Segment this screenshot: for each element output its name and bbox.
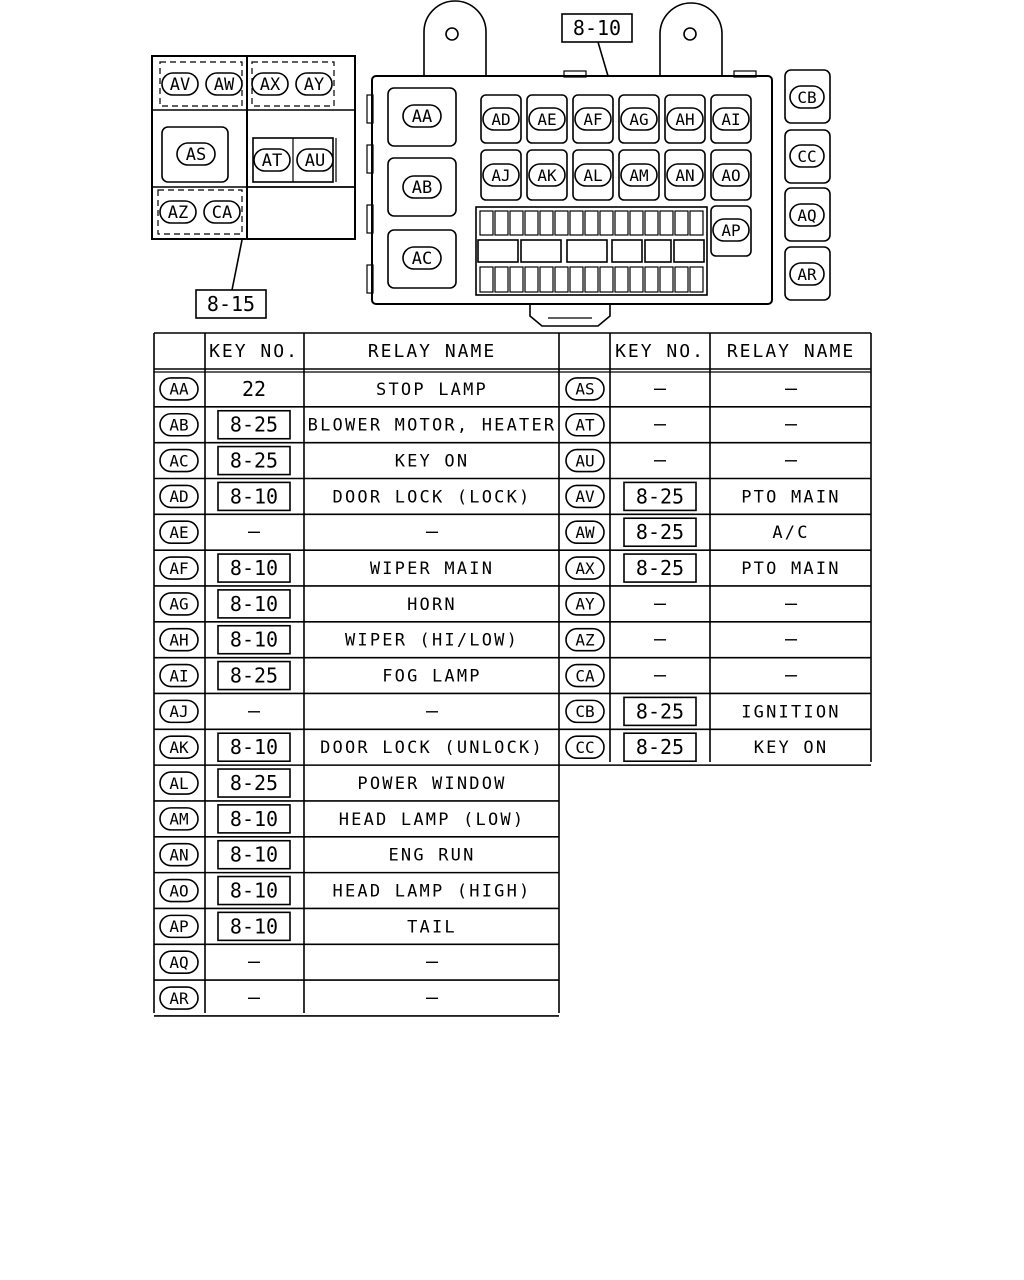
left-row-name-aq: — [425,949,439,974]
right-table-row-av [566,482,841,510]
relay-ax-label: AX [259,75,281,96]
relay-ak [529,164,565,186]
right-row-id-ca [566,665,604,687]
left-row-key-aa: 22 [241,376,267,401]
right-row-key-dash-as: — [653,375,667,400]
callout-8-10 [562,14,632,76]
relay-ag-label: AG [629,109,649,129]
right-row-name-as: — [784,375,798,400]
relay-ca-label: CA [211,203,233,224]
right-row-key-cb: 8-25 [635,699,685,724]
relay-ai [713,108,749,130]
left-row-id-aa [160,378,198,400]
left-row-key-am: 8-10 [229,806,279,831]
right-row-name-az: — [784,626,798,651]
right-row-id-cc-label: CC [575,737,595,757]
left-row-key-ah: 8-10 [229,627,279,652]
left-row-id-ad-label: AD [169,487,189,507]
left-row-name-al: POWER WINDOW [357,774,507,795]
left-table-row-ah [160,626,519,654]
left-row-id-ao-label: AO [169,881,189,901]
right-row-key-aw: 8-25 [635,520,685,545]
relay-cb-label: CB [797,87,817,107]
left-row-id-aj [160,700,198,722]
right-row-id-au [566,450,604,472]
right-table-row-cb [566,697,841,725]
relay-ay-label: AY [303,75,325,96]
right-row-key-dash-ca: — [653,662,667,687]
right-row-name-av: PTO MAIN [741,487,841,508]
left-row-id-ac-label: AC [169,451,189,471]
relay-cc [790,145,824,167]
relay-au-label: AU [304,151,326,172]
left-row-name-aj: — [425,698,439,723]
relay-az [160,201,196,223]
relay-az-label: AZ [167,203,189,224]
relay-an-label: AN [675,165,695,185]
relay-ae-label: AE [537,109,557,129]
relay-ah-label: AH [675,109,695,129]
relay-am [621,164,657,186]
left-table-row-ae [160,519,439,543]
relay-ar [790,263,824,285]
right-table-row-az [566,627,798,651]
right-row-name-ca: — [784,662,798,687]
left-row-name-ac: KEY ON [394,451,470,472]
left-row-id-al [160,772,198,794]
left-row-id-ai [160,665,198,687]
relay-ac [403,247,441,269]
left-row-key-an: 8-10 [229,842,279,867]
left-table-row-ao [160,877,531,905]
left-table-row-af [160,554,494,582]
relay-ca [204,201,240,223]
left-row-id-ao [160,880,198,902]
left-row-name-an: ENG RUN [388,845,476,866]
left-row-key-dash-aq: — [247,949,261,974]
left-row-key-ak: 8-10 [229,735,279,760]
left-table-row-aa [160,377,488,401]
left-row-id-ah [160,629,198,651]
left-row-id-aq-label: AQ [169,952,189,972]
relay-table [154,333,871,1016]
relay-av [162,73,198,95]
left-row-id-an-label: AN [169,845,189,865]
left-row-key-ad: 8-10 [229,484,279,509]
right-row-id-au-label: AU [575,451,595,471]
main-relay-block [367,1,772,326]
right-table-row-as [566,376,798,400]
left-row-id-ab [160,414,198,436]
left-row-id-ae-label: AE [169,522,189,542]
relay-ao-label: AO [721,165,741,185]
right-row-name-at: — [784,411,798,436]
left-row-key-ao: 8-10 [229,878,279,903]
relay-av-label: AV [169,75,191,96]
left-row-id-al-label: AL [169,773,189,793]
external-relays [785,70,830,300]
right-row-key-dash-az: — [653,626,667,651]
left-row-id-af [160,557,198,579]
relay-ab [403,176,441,198]
left-row-name-ag: HORN [407,594,457,615]
left-row-id-ab-label: AB [169,415,189,435]
left-row-id-ar-label: AR [169,988,189,1008]
left-row-id-af-label: AF [169,558,189,578]
right-row-id-as-label: AS [575,379,595,399]
left-row-id-an [160,844,198,866]
left-row-id-ac [160,450,198,472]
left-row-key-ai: 8-25 [229,663,279,688]
left-header-relay-name: RELAY NAME [367,341,497,362]
left-row-id-ar [160,987,198,1009]
left-row-name-aa: STOP LAMP [376,379,488,400]
relay-aw-label: AW [213,75,235,96]
relay-ag [621,108,657,130]
right-table-row-cc [566,733,828,761]
right-row-name-cb: IGNITION [741,702,841,723]
left-row-key-al: 8-25 [229,771,279,796]
relay-aq [790,204,824,226]
right-row-id-aw-label: AW [575,522,595,542]
relay-cc-label: CC [797,146,817,166]
right-header-relay-name: RELAY NAME [726,341,856,362]
relay-am-label: AM [629,165,649,185]
right-row-name-cc: KEY ON [753,738,829,759]
callout-8-15-label: 8-15 [206,292,256,316]
left-row-id-ak-label: AK [169,737,189,757]
relay-au [297,149,333,171]
right-row-id-av [566,485,604,507]
right-row-id-cb [566,700,604,722]
relay-ai-label: AI [721,109,741,129]
right-row-key-dash-at: — [653,411,667,436]
relay-aw [206,73,242,95]
relay-ac-label: AC [411,249,433,270]
left-table-row-ab [160,411,556,439]
relay-as [177,143,215,165]
relay-ae [529,108,565,130]
relay-aq-label: AQ [797,205,817,225]
left-row-key-af: 8-10 [229,556,279,581]
right-row-id-cc [566,736,604,758]
right-table-row-ay [566,591,798,615]
left-row-id-am [160,808,198,830]
right-row-id-ax-label: AX [575,558,595,578]
left-row-name-ae: — [425,519,439,544]
left-table-row-an [160,841,476,869]
left-row-id-ap [160,915,198,937]
right-table-row-at [566,412,798,436]
right-row-id-av-label: AV [575,487,595,507]
relay-af-label: AF [583,109,603,129]
left-table-row-am [160,805,525,833]
relay-al-label: AL [583,165,603,185]
relay-at [254,149,290,171]
relay-af [575,108,611,130]
right-row-id-at-label: AT [575,415,595,435]
relay-ax [252,73,288,95]
left-row-name-ab: BLOWER MOTOR, HEATER [307,415,557,436]
right-row-id-aw [566,521,604,543]
sub-relay-block [152,56,355,239]
relay-ak-label: AK [537,165,557,185]
left-row-id-ag-label: AG [169,594,189,614]
right-row-id-ca-label: CA [575,666,595,686]
relay-cb [790,86,824,108]
left-row-name-ah: WIPER (HI/LOW) [344,630,520,651]
right-row-key-av: 8-25 [635,484,685,509]
left-row-key-ac: 8-25 [229,448,279,473]
left-row-key-ab: 8-25 [229,412,279,437]
left-row-name-ak: DOOR LOCK (UNLOCK) [320,738,544,759]
right-row-id-az-label: AZ [575,630,595,650]
left-row-id-ak [160,736,198,758]
left-row-name-am: HEAD LAMP (LOW) [338,809,526,830]
right-table-row-ax [566,554,841,582]
relay-ar-label: AR [797,264,817,284]
right-row-id-ay-label: AY [575,594,595,614]
right-table-row-au [566,448,798,472]
relay-ap-label: AP [721,220,741,240]
left-row-key-ap: 8-10 [229,914,279,939]
right-row-id-at [566,414,604,436]
relay-ay [296,73,332,95]
right-row-key-dash-ay: — [653,590,667,615]
relay-ap [713,219,749,241]
left-table-row-ar [160,985,439,1009]
left-row-key-dash-aj: — [247,698,261,723]
left-table-row-ad [160,482,531,510]
left-row-id-ad [160,485,198,507]
relay-at-label: AT [261,151,283,172]
relay-ad-label: AD [491,109,511,129]
right-table-row-ca [566,663,798,687]
right-row-name-au: — [784,447,798,472]
left-row-id-aq [160,951,198,973]
relay-aj-label: AJ [491,165,511,185]
left-table-row-al [160,769,507,797]
left-row-key-dash-ar: — [247,985,261,1010]
right-row-id-as [566,378,604,400]
right-row-key-dash-au: — [653,447,667,472]
left-table-row-aq [160,949,439,973]
relay-ah [667,108,703,130]
relay-an [667,164,703,186]
left-row-name-ad: DOOR LOCK (LOCK) [332,487,532,508]
right-row-id-cb-label: CB [575,702,595,722]
left-row-name-ao: HEAD LAMP (HIGH) [332,881,532,902]
left-row-id-aa-label: AA [169,379,189,399]
left-table-row-ac [160,447,469,475]
relay-aj [483,164,519,186]
left-row-name-ai: FOG LAMP [382,666,482,687]
left-row-id-aj-label: AJ [169,702,189,722]
right-row-name-ay: — [784,590,798,615]
right-row-key-ax: 8-25 [635,556,685,581]
left-row-name-ar: — [425,985,439,1010]
right-row-id-ax [566,557,604,579]
relay-aa-label: AA [411,107,433,128]
relay-al [575,164,611,186]
right-table-row-aw [566,518,810,546]
right-row-key-cc: 8-25 [635,735,685,760]
right-row-name-aw: A/C [772,523,810,544]
left-header-key-no: KEY NO. [209,341,299,362]
callout-8-10-label: 8-10 [572,16,622,40]
right-header-key-no: KEY NO. [615,341,705,362]
left-row-id-ap-label: AP [169,917,189,937]
relay-ao [713,164,749,186]
left-row-name-af: WIPER MAIN [369,559,495,580]
left-row-id-ai-label: AI [169,666,189,686]
left-table-row-aj [160,698,439,722]
right-row-id-az [566,629,604,651]
right-row-id-ay [566,593,604,615]
right-row-name-ax: PTO MAIN [741,559,841,580]
relay-as-label: AS [185,145,207,166]
left-row-id-ae [160,521,198,543]
left-row-id-am-label: AM [169,809,189,829]
relay-ab-label: AB [411,178,433,199]
left-row-name-ap: TAIL [407,917,457,938]
relay-aa [403,105,441,127]
left-row-id-ag [160,593,198,615]
left-row-id-ah-label: AH [169,630,189,650]
relay-ad [483,108,519,130]
left-row-key-ag: 8-10 [229,591,279,616]
left-table-row-ak [160,733,544,761]
left-table-row-ai [160,662,482,690]
callout-8-15 [196,240,266,318]
left-row-key-dash-ae: — [247,519,261,544]
